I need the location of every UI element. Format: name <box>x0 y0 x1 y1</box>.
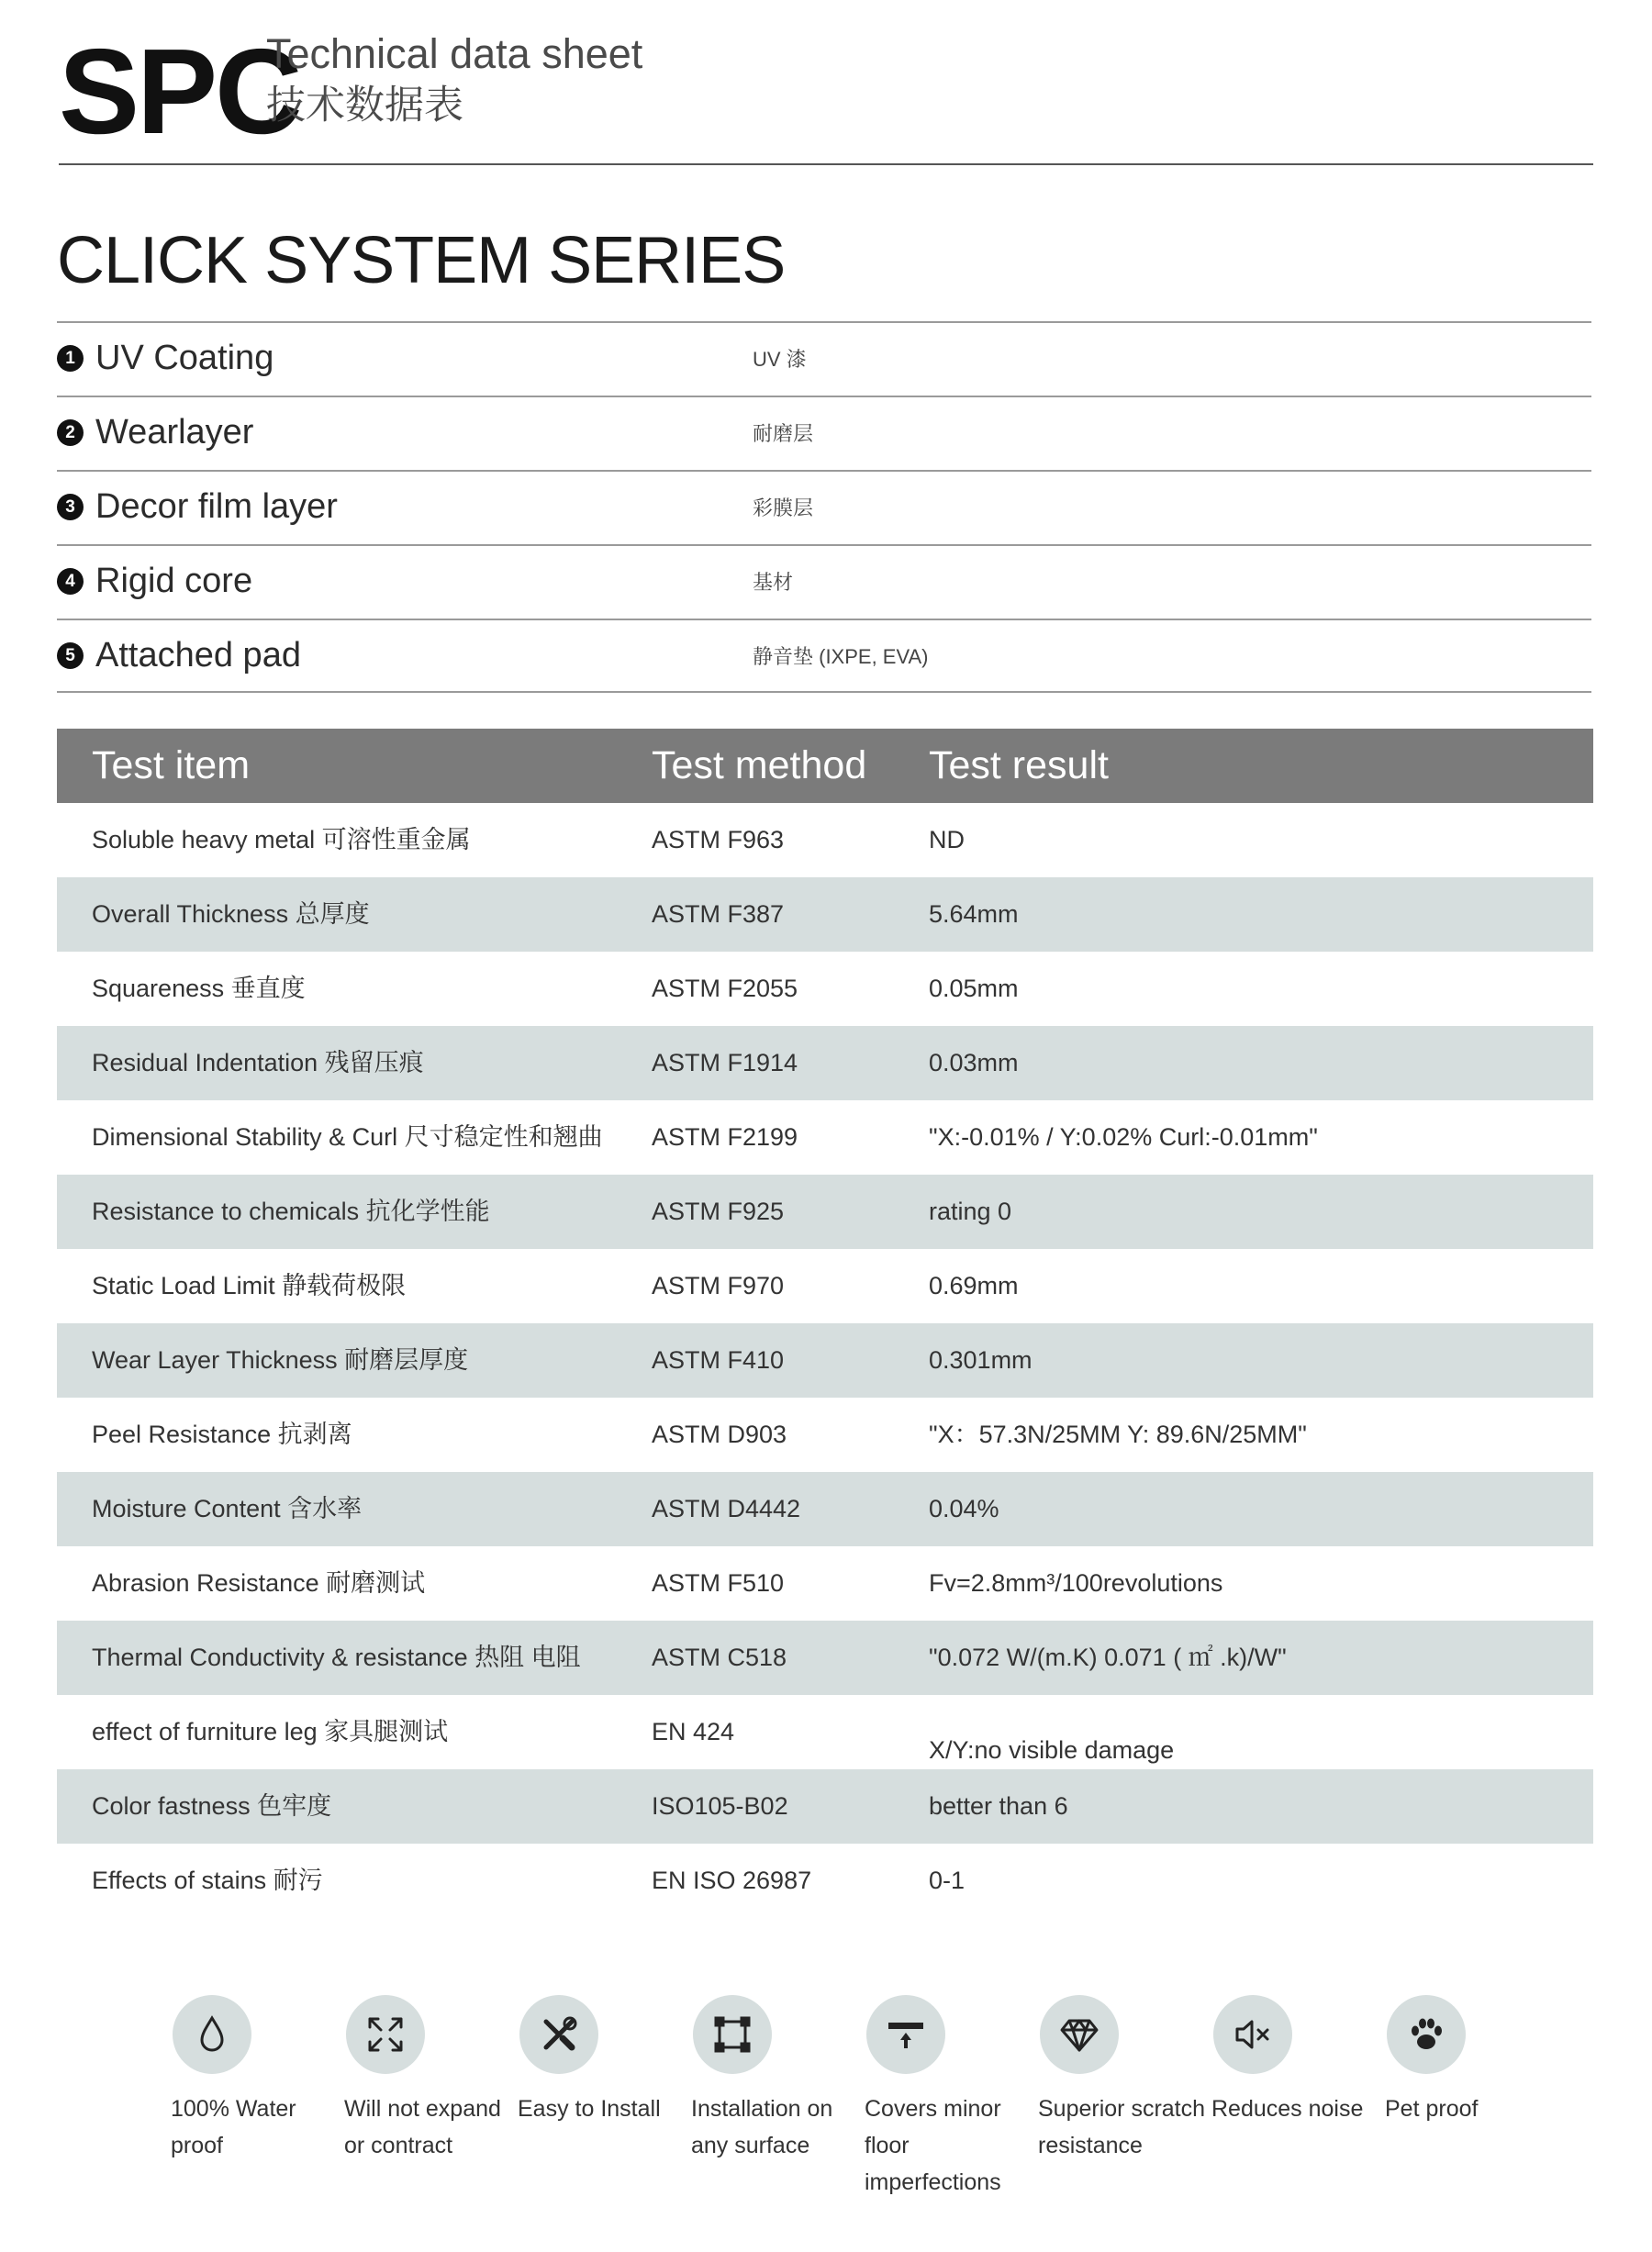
test-method-cell: ASTM F1914 <box>652 1049 798 1076</box>
paw-print-icon <box>1387 1995 1466 2074</box>
layer-name-english: Rigid core <box>95 562 253 600</box>
test-result-cell: rating 0 <box>929 1198 1012 1225</box>
diamond-icon <box>1040 1995 1119 2074</box>
mute-speaker-icon <box>1213 1995 1292 2074</box>
table-row <box>57 952 1593 1026</box>
table-header-row <box>57 729 1593 803</box>
feature-label: Will not expand or contract <box>344 2096 501 2158</box>
table-row <box>57 803 1593 877</box>
test-result-cell: X/Y:no visible damage <box>929 1736 1175 1764</box>
table-row <box>57 1844 1593 1918</box>
layer-name-chinese: 静音垫 (IXPE, EVA) <box>753 645 929 668</box>
column-header-test-result: Test result <box>929 743 1109 787</box>
table-row <box>57 1546 1593 1621</box>
feature-label: Superior scratch resistance <box>1038 2096 1206 2158</box>
table-row <box>57 1249 1593 1323</box>
test-result-cell: ND <box>929 826 965 853</box>
layer-row <box>57 544 1591 619</box>
test-result-cell: 0.301mm <box>929 1346 1032 1374</box>
table-row <box>57 1769 1593 1844</box>
test-item-cell: Abrasion Resistance 耐磨测试 <box>92 1569 426 1597</box>
layer-number-badge: 2 <box>57 419 84 446</box>
test-result-cell: Fv=2.8mm³/100revolutions <box>929 1569 1223 1597</box>
table-row <box>57 1100 1593 1175</box>
table-row <box>57 1175 1593 1249</box>
subtitle-english: Technical data sheet <box>266 30 643 77</box>
layer-row <box>57 470 1591 544</box>
test-item-cell: Dimensional Stability & Curl 尺寸稳定性和翘曲 <box>92 1123 603 1151</box>
layer-name-english: Wearlayer <box>95 413 254 452</box>
water-drop-icon <box>173 1995 251 2074</box>
layer-number-badge: 1 <box>57 345 84 372</box>
test-method-cell: ASTM F2199 <box>652 1123 798 1151</box>
table-row <box>57 1026 1593 1100</box>
layer-name-english: UV Coating <box>95 339 274 377</box>
layer-name-chinese: 彩膜层 <box>753 496 814 519</box>
test-item-cell: Color fastness 色牢度 <box>92 1792 332 1820</box>
layer-name-chinese: 基材 <box>753 571 794 594</box>
test-item-cell: effect of furniture leg 家具腿测试 <box>92 1718 449 1745</box>
test-method-cell: ASTM F925 <box>652 1198 785 1225</box>
feature-label: 100% Water proof <box>171 2096 296 2158</box>
feature-label: Covers minor floor imperfections <box>865 2096 1001 2195</box>
test-result-cell: 0.03mm <box>929 1049 1019 1076</box>
test-item-cell: Residual Indentation 残留压痕 <box>92 1049 424 1076</box>
test-result-cell: 0.04% <box>929 1495 999 1522</box>
tools-icon <box>519 1995 598 2074</box>
test-result-cell: 0-1 <box>929 1867 966 1894</box>
layer-row <box>57 321 1591 396</box>
layer-list <box>57 321 1591 693</box>
header-divider <box>59 163 1593 165</box>
test-item-cell: Static Load Limit 静载荷极限 <box>92 1272 407 1299</box>
test-item-cell: Overall Thickness 总厚度 <box>92 900 370 928</box>
test-method-cell: ASTM F970 <box>652 1272 785 1299</box>
feature-label: Reduces noise <box>1211 2096 1364 2122</box>
test-item-cell: Thermal Conductivity & resistance 热阻 电阻 <box>92 1644 581 1671</box>
floor-cover-icon <box>866 1995 945 2074</box>
page-header <box>59 24 1593 165</box>
test-item-cell: Soluble heavy metal 可溶性重金属 <box>92 826 471 853</box>
layer-name-english: Decor film layer <box>95 487 338 526</box>
table-row <box>57 1323 1593 1398</box>
brand-title: SPC <box>59 24 300 159</box>
test-result-cell: 0.05mm <box>929 975 1019 1002</box>
layer-number-badge: 3 <box>57 494 84 520</box>
test-result-cell: better than 6 <box>929 1792 1068 1820</box>
subtitle-chinese: 技术数据表 <box>266 84 463 128</box>
test-result-cell: "X:-0.01% / Y:0.02% Curl:-0.01mm" <box>929 1123 1318 1151</box>
test-table <box>57 729 1593 1918</box>
layer-row <box>57 396 1591 470</box>
table-row <box>57 877 1593 952</box>
layer-name-chinese: 耐磨层 <box>753 422 814 445</box>
layer-name-chinese: UV 漆 <box>753 348 807 371</box>
feature-label: Easy to Install <box>518 2096 661 2122</box>
layer-number-badge: 4 <box>57 568 84 595</box>
column-header-test-method: Test method <box>652 743 867 787</box>
test-method-cell: ASTM F510 <box>652 1569 785 1597</box>
expand-arrows-icon <box>346 1995 425 2074</box>
test-method-cell: ASTM F963 <box>652 826 785 853</box>
table-row <box>57 1621 1593 1695</box>
layer-name-english: Attached pad <box>95 636 301 674</box>
table-row <box>57 1472 1593 1546</box>
test-method-cell: ASTM C518 <box>652 1644 787 1671</box>
test-method-cell: ASTM F2055 <box>652 975 798 1002</box>
column-header-test-item: Test item <box>92 743 251 787</box>
test-method-cell: ASTM F410 <box>652 1346 785 1374</box>
test-item-cell: Squareness 垂直度 <box>92 975 306 1002</box>
test-method-cell: ASTM F387 <box>652 900 785 928</box>
test-method-cell: ASTM D903 <box>652 1421 787 1448</box>
layer-row <box>57 619 1591 693</box>
feature-label: Pet proof <box>1385 2096 1479 2122</box>
test-result-cell: "X：57.3N/25MM Y: 89.6N/25MM" <box>929 1421 1307 1448</box>
feature-icons-row <box>171 1995 1593 2215</box>
square-frame-icon <box>693 1995 772 2074</box>
table-row <box>57 1398 1593 1472</box>
feature-label: Installation on any surface <box>691 2096 833 2158</box>
test-method-cell: EN ISO 26987 <box>652 1867 812 1894</box>
test-method-cell: EN 424 <box>652 1718 735 1745</box>
test-item-cell: Effects of stains 耐污 <box>92 1867 323 1894</box>
test-result-cell: 0.69mm <box>929 1272 1019 1299</box>
test-item-cell: Peel Resistance 抗剥离 <box>92 1421 352 1448</box>
test-item-cell: Wear Layer Thickness 耐磨层厚度 <box>92 1346 469 1374</box>
test-method-cell: ISO105-B02 <box>652 1792 788 1820</box>
test-item-cell: Resistance to chemicals 抗化学性能 <box>92 1198 490 1225</box>
layer-number-badge: 5 <box>57 642 84 669</box>
table-row <box>57 1695 1593 1769</box>
test-result-cell: 5.64mm <box>929 900 1019 928</box>
series-title: CLICK SYSTEM SERIES <box>57 224 786 297</box>
test-item-cell: Moisture Content 含水率 <box>92 1495 363 1522</box>
test-result-cell: "0.072 W/(m.K) 0.071 ( ㎡ .k)/W" <box>929 1644 1287 1671</box>
test-method-cell: ASTM D4442 <box>652 1495 801 1522</box>
